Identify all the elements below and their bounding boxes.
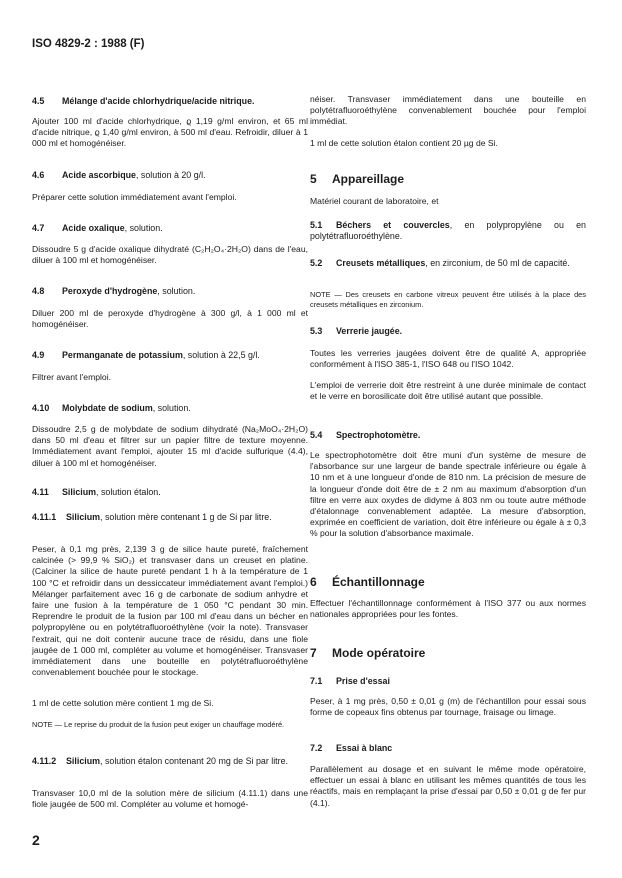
section-title-rest: , solution étalon. (96, 487, 161, 497)
section-title-rest: , solution mère contenant 1 g de Si par litre. (100, 512, 272, 522)
section-number: 4.6 (32, 170, 45, 180)
section-title: Acide oxalique (62, 223, 125, 233)
heading-4-11 (32, 487, 308, 498)
para-4-5: Ajouter 100 ml d'acide chlorhydrique, ϱ 1,19 g/ml environ, et 65 ml d'acide nitrique, ϱ 1,40 g/ml environ, à 500 ml d'eau. Refroidir, diluer à 1 000 ml et homogénéiser. (32, 116, 308, 149)
heading-5 (310, 172, 404, 186)
section-title: Prise d'essai (336, 676, 390, 686)
section-title-rest: , en zirconium, de 50 ml de capacité. (425, 258, 570, 268)
heading-4-6 (32, 170, 308, 181)
para-4-7: Dissoudre 5 g d'acide oxalique dihydraté (C₂H₂O₄·2H₂O) dans de l'eau, diluer à 100 ml et homogénéiser. (32, 244, 308, 266)
para-6: Effectuer l'échantillonnage conformément à l'ISO 377 ou aux normes nationales appropriées pour les fontes. (310, 598, 586, 620)
section-title-rest: , solution à 20 g/l. (135, 170, 206, 180)
para-7-1: Peser, à 1 mg près, 0,50 ± 0,01 g (m) de l'échantillon pour essai sous forme de copeaux fins obtenus par tournage, fraisage ou limage. (310, 696, 586, 718)
heading-5-2 (310, 258, 586, 269)
para-5-3-b: L'emploi de verrerie doit être restreint à une durée minimale de contact et le verre en borosilicate doit être utilisé autant que possible. (310, 380, 586, 402)
section-number: 4.11.2 (32, 756, 57, 766)
heading-4-11-1 (32, 512, 308, 523)
section-number: 5.1 (310, 220, 323, 230)
heading-4-8 (32, 286, 308, 297)
section-title-rest: , solution étalon contenant 20 mg de Si par litre. (100, 756, 289, 766)
para-4-10: Dissoudre 2,5 g de molybdate de sodium dihydraté (Na₂MoO₄·2H₂O) dans 50 ml d'eau et filtrer sur un papier filtre de texture moyenne. Immédiatement avant l'emploi, ajouter 15 ml d'acide sulfurique (4.4), diluer à 100 ml et homogénéiser. (32, 424, 308, 468)
section-number: 5 (310, 172, 317, 186)
section-number: 4.11.1 (32, 512, 57, 522)
heading-4-11-2 (32, 756, 308, 767)
section-number: 4.5 (32, 96, 45, 106)
para-5-3-a: Toutes les verreries jaugées doivent être de qualité A, appropriée conformément à l'ISO 385-1, l'ISO 648 ou l'ISO 1042. (310, 348, 586, 370)
para-4-11-1-concentration: 1 ml de cette solution mère contient 1 mg de Si. (32, 698, 214, 708)
section-title-rest: , en polypropylène ou en polytétrafluoroéthylène. (310, 220, 586, 242)
heading-4-10 (32, 403, 308, 414)
section-number: 6 (310, 575, 317, 589)
heading-6 (310, 575, 425, 589)
section-title: Silicium (62, 487, 97, 497)
section-number: 4.10 (32, 403, 50, 413)
section-number: 4.7 (32, 223, 45, 233)
section-title: Mode opératoire (332, 646, 426, 660)
para-5-4: Le spectrophotomètre doit être muni d'un système de mesure de l'absorbance sur une largeur de bande spectrale inférieure ou égale à 10 nm et à une longueur d'onde de 810 nm. La précision de mesure de la longueur d'onde doit être de ± 2 nm au maximum d'absorption d'un filtre en verre aux oxydes de didyme à 803 nm ou toute autre méthode d'étalonnage convenablement adaptée. La mesure d'absorption, exprimée en coefficient de variation, doit être inférieure ou égale à ± 0,3 % pour la solution d'absorbance maximale. (310, 450, 586, 539)
section-title: Silicium (66, 512, 101, 522)
section-number: 7.1 (310, 676, 323, 686)
section-title: Échantillonnage (332, 575, 425, 589)
page-number: 2 (32, 832, 40, 848)
heading-4-9 (32, 350, 308, 361)
para-7-2: Parallèlement au dosage et en suivant le même mode opératoire, effectuer un essai à blanc en utilisant les mêmes quantités de tous les réactifs, mais en remplaçant la prise d'essai par 0,50 ± 0,01 g de fer pur (4.1). (310, 764, 586, 808)
section-number: 5.3 (310, 326, 323, 336)
note-4-11-1: NOTE — Le reprise du produit de la fusion peut exiger un chauffage modéré. (32, 720, 285, 729)
heading-7 (310, 646, 425, 660)
section-title-rest: , solution. (157, 286, 196, 296)
section-title: Verrerie jaugée. (336, 326, 403, 336)
section-title-rest: , solution. (152, 403, 191, 413)
section-title: Molybdate de sodium (62, 403, 153, 413)
section-title: Silicium (66, 756, 101, 766)
para-4-11-2: Transvaser 10,0 ml de la solution mère de silicium (4.11.1) dans une fiole jaugée de 500 ml. Compléter au volume et homogé- (32, 788, 308, 810)
section-title: Essai à blanc (336, 743, 393, 753)
section-title: Appareillage (332, 172, 405, 186)
heading-7-2 (310, 743, 586, 754)
heading-4-7 (32, 223, 308, 234)
section-title: Permanganate de potassium (62, 350, 183, 360)
para-4-11-1: Peser, à 0,1 mg près, 2,139 3 g de silice haute pureté, fraîchement calcinée (> 99,9 % SiO₂) et transvaser dans un creuset en platine. (Calciner la silice de haute pureté pendant 1 h à la température de 1 100 °C et refroidir dans un dessiccateur immédiatement avant l'emploi.) Mélanger parfaitement avec 16 g de carbonate de sodium anhydre et faire une fusion à la température de 1 050 °C pendant 30 min. Reprendre le produit de la fusion par 100 ml d'eau dans un bécher en polypropylène ou en polytétrafluoroéthylène (voir la note). Transvaser l'extrait, qui ne doit contenir aucune trace de résidu, dans une fiole jaugée de 1 000 ml, compléter au volume et homogénéiser. Transvaser immédiatement dans une bouteille en polytétrafluoroéthylène convenablement bouchée pour le stockage. (32, 544, 308, 678)
para-4-8: Diluer 200 ml de peroxyde d'hydrogène à 300 g/l, à 1 000 ml et homogénéiser. (32, 308, 308, 330)
section-title: Mélange d'acide chlorhydrique/acide nitrique. (62, 96, 255, 106)
note-5-2: NOTE — Des creusets en carbone vitreux peuvent être utilisés à la place des creusets métalliques en zirconium. (310, 290, 586, 309)
section-number: 4.11 (32, 487, 49, 497)
section-number: 5.2 (310, 258, 323, 268)
heading-5-4 (310, 430, 586, 441)
heading-5-1 (310, 220, 586, 242)
section-number: 4.9 (32, 350, 45, 360)
para-4-9: Filtrer avant l'emploi. (32, 372, 112, 382)
section-title: Creusets métalliques (336, 258, 426, 268)
heading-4-5 (32, 96, 308, 107)
section-title: Peroxyde d'hydrogène (62, 286, 158, 296)
heading-5-3 (310, 326, 586, 337)
section-title: Spectrophotomètre. (336, 430, 421, 440)
section-number: 5.4 (310, 430, 323, 440)
section-title-rest: , solution. (124, 223, 163, 233)
section-number: 7.2 (310, 743, 323, 753)
para-5: Matériel courant de laboratoire, et (310, 196, 439, 206)
para-continuation: néiser. Transvaser immédiatement dans une bouteille en polytétrafluoroéthylène convenablement bouchée pour l'emploi immédiat. (310, 94, 586, 127)
document-header: ISO 4829-2 : 1988 (F) (32, 38, 145, 50)
heading-7-1 (310, 676, 586, 687)
section-title: Béchers et couvercles (336, 220, 450, 230)
section-title: Acide ascorbique (62, 170, 136, 180)
para-continuation-concentration: 1 ml de cette solution étalon contient 20 µg de Si. (310, 138, 498, 148)
section-number: 4.8 (32, 286, 45, 296)
section-number: 7 (310, 646, 317, 660)
section-title-rest: , solution à 22,5 g/l. (182, 350, 260, 360)
para-4-6: Préparer cette solution immédiatement avant l'emploi. (32, 192, 237, 202)
